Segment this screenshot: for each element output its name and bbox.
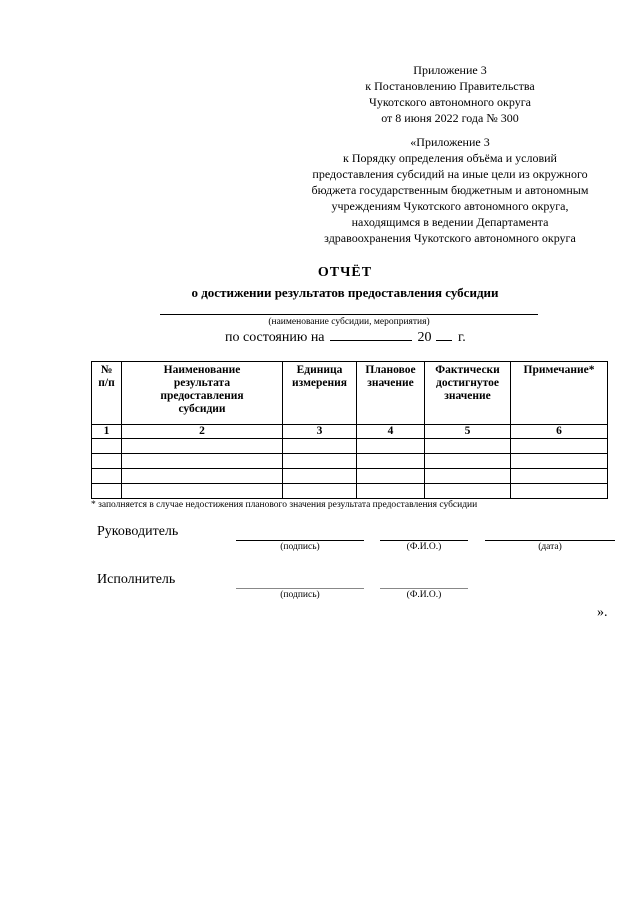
as-of-suffix: г. — [458, 330, 466, 345]
column-number: 4 — [357, 425, 425, 439]
appendix-procedure-block — [250, 134, 640, 246]
executor-name-line — [380, 588, 468, 589]
results-table — [91, 361, 608, 499]
header-number: № п/п — [92, 362, 122, 425]
head-label: Руководитель — [97, 524, 179, 539]
table-row — [92, 484, 608, 499]
header-note: Примечание* — [511, 362, 608, 425]
footnote: * заполняется в случае недостижения планового значения результата предоставления субсидии — [91, 500, 478, 510]
subsidy-caption: (наименование субсидии, мероприятия) — [268, 317, 430, 327]
header-result-name: Наименование результата предоставления субсидии — [122, 362, 283, 425]
column-number: 2 — [122, 425, 283, 439]
report-subtitle: о достижении результатов предоставления субсидии — [191, 285, 499, 300]
appendix-line: здравоохранения Чукотского автономного округа — [324, 231, 576, 245]
column-number: 1 — [92, 425, 122, 439]
table-row — [92, 469, 608, 484]
appendix-line: Приложение 3 — [413, 63, 487, 77]
header-actual-value: Фактически достигнутое значение — [425, 362, 511, 425]
executor-label: Исполнитель — [97, 572, 176, 587]
as-of-prefix: по состоянию на — [225, 330, 325, 345]
executor-signature-caption: (подпись) — [280, 590, 320, 600]
appendix-line: «Приложение 3 — [410, 135, 490, 149]
subsidy-name-line — [160, 314, 538, 315]
appendix-line: к Порядку определения объёма и условий — [343, 151, 557, 165]
closing-mark: ». — [597, 605, 608, 620]
header-unit: Единица измерения — [283, 362, 357, 425]
appendix-resolution-block — [250, 62, 640, 126]
table-row — [92, 439, 608, 454]
appendix-line: к Постановлению Правительства — [365, 79, 535, 93]
head-name-caption: (Ф.И.О.) — [406, 542, 442, 552]
column-number: 3 — [283, 425, 357, 439]
table-row — [92, 454, 608, 469]
appendix-line: учреждениям Чукотского автономного округа, — [331, 199, 569, 213]
date-blank — [330, 329, 412, 341]
head-date-line — [485, 540, 615, 541]
column-number: 5 — [425, 425, 511, 439]
report-title: ОТЧЁТ — [317, 265, 373, 280]
year-prefix: 20 — [417, 330, 432, 345]
head-date-caption: (дата) — [538, 542, 562, 552]
head-signature-caption: (подпись) — [280, 542, 320, 552]
appendix-line: от 8 июня 2022 года № 300 — [381, 111, 519, 125]
appendix-line: предоставления субсидий на иные цели из окружного — [312, 167, 588, 181]
executor-signature-line — [236, 588, 364, 589]
year-blank — [436, 329, 452, 341]
executor-name-caption: (Ф.И.О.) — [406, 590, 442, 600]
column-number: 6 — [511, 425, 608, 439]
appendix-line: Чукотского автономного округа — [369, 95, 531, 109]
head-signature-line — [236, 540, 364, 541]
head-name-line — [380, 540, 468, 541]
table-column-number-row — [92, 425, 608, 439]
appendix-line: находящимся в ведении Департамента — [351, 215, 549, 229]
as-of-date — [225, 329, 466, 346]
table-header-row — [92, 362, 608, 425]
appendix-line: бюджета государственным бюджетным и автономным — [311, 183, 589, 197]
header-planned-value: Плановое значение — [357, 362, 425, 425]
